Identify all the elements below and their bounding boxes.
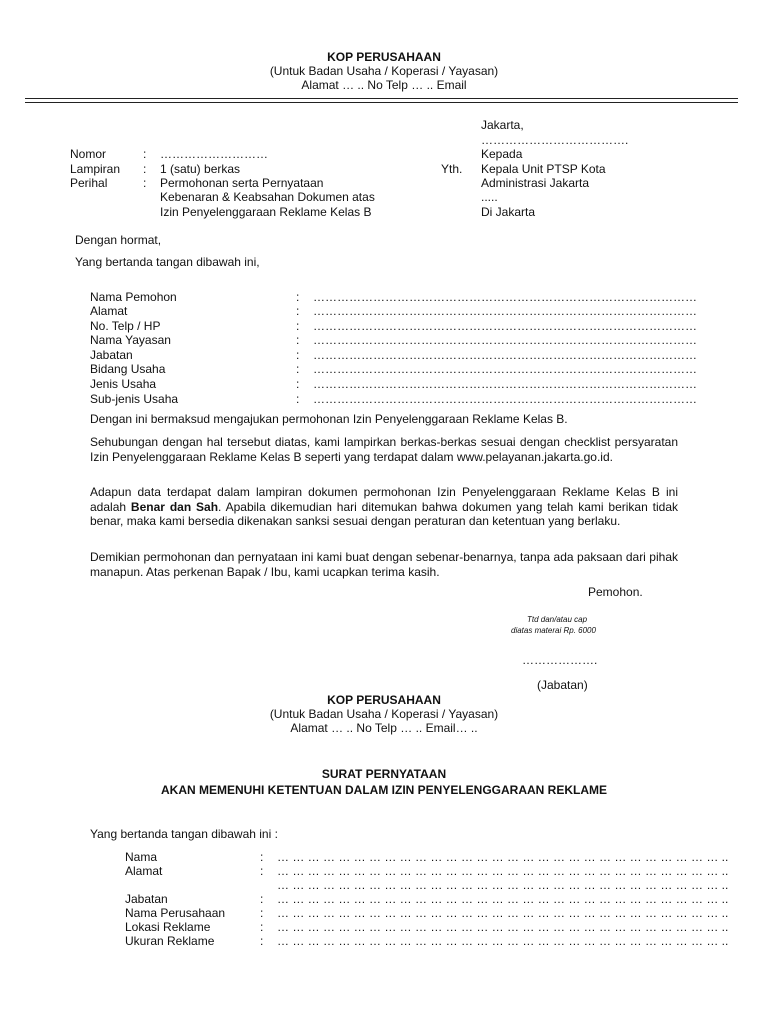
paragraph-attachments: Sehubungan dengan hal tersebut diatas, kami lampirkan berkas-berkas sesuai dengan checklist persyaratan Izin Penyelenggaraan Reklame Kelas B seperti yang terdapat dalam www.pelayanan.jakarta.go.id. — [90, 435, 678, 464]
place-city: Jakarta, — [481, 118, 524, 132]
reference-label: Perihal — [70, 176, 108, 190]
field-value: …………………………………………………………………………………… — [313, 377, 697, 391]
field-label: No. Telp / HP — [90, 319, 161, 333]
field-value: … … … … … … … … … … … … … … … … … … … … … … … … … … … … … .. — [277, 850, 729, 864]
field-label: Nama Perusahaan — [125, 906, 226, 920]
field-colon: : — [260, 906, 264, 920]
reference-colon: : — [143, 162, 147, 176]
field-value: …………………………………………………………………………………… — [313, 333, 697, 347]
field-label: Nama Yayasan — [90, 333, 171, 347]
paragraph-validity — [90, 485, 678, 529]
paragraph-validity-start: Adapun data terdapat dalam lampiran dokumen permohonan Izin Penyelenggaraan Reklame Kelas B ini adalah — [90, 485, 678, 514]
field-colon: : — [260, 892, 264, 906]
addressee-kepada: Kepada — [481, 147, 523, 161]
letterhead-title: KOP PERUSAHAAN — [327, 50, 441, 64]
intro-text: Yang bertanda tangan dibawah ini, — [75, 255, 260, 269]
signature-name: ………………. — [522, 653, 598, 667]
reference-colon: : — [143, 147, 147, 161]
field-label: Bidang Usaha — [90, 362, 166, 376]
field-colon: : — [296, 377, 300, 391]
statement-title: SURAT PERNYATAAN — [321, 767, 447, 781]
field-colon: : — [296, 319, 300, 333]
reference-colon: : — [143, 176, 147, 190]
field-label: Jenis Usaha — [90, 377, 157, 391]
field-value: …………………………………………………………………………………… — [313, 304, 697, 318]
field-label: Alamat — [125, 864, 163, 878]
reference-value: Permohonan serta Pernyataan — [160, 176, 324, 190]
reference-value: 1 (satu) berkas — [160, 162, 241, 176]
field-colon: : — [296, 333, 300, 347]
field-value: …………………………………………………………………………………… — [313, 392, 697, 406]
field-label: Jabatan — [125, 892, 168, 906]
signature-stamp-note: Ttd dan/atau cap — [527, 615, 588, 624]
paragraph-closing: Demikian permohonan dan pernyataan ini kami buat dengan sebenar-benarnya, tanpa ada paksaan dari pihak manapun. Atas perkenan Bapak / Ibu, kami ucapkan terima kasih. — [90, 550, 678, 579]
field-value: …………………………………………………………………………………… — [313, 290, 697, 304]
perihal-continuation: Kebenaran & Keabsahan Dokumen atas — [160, 190, 375, 204]
field-colon: : — [296, 392, 300, 406]
place-date: ………………………………. — [481, 133, 629, 147]
statement-intro: Yang bertanda tangan dibawah ini : — [90, 827, 278, 841]
field-colon: : — [296, 348, 300, 362]
field-label: Nama — [125, 850, 158, 864]
paragraph-validity-end: . Apabila dikemudian hari ditemukan bahwa dokumen yang telah kami berikan tidak benar, maka kami bersedia dikenakan sanksi sesuai dengan peraturan dan ketentuan yang berlaku. — [90, 499, 678, 528]
field-value: …………………………………………………………………………………… — [313, 319, 697, 333]
letterhead-address: Alamat … .. No Telp … .. Email — [301, 78, 467, 92]
addressee-line: Kepala Unit PTSP Kota — [481, 162, 606, 176]
field-value: …………………………………………………………………………………… — [313, 348, 697, 362]
addressee-line: Administrasi Jakarta — [481, 176, 590, 190]
letterhead-subtitle: (Untuk Badan Usaha / Koperasi / Yayasan) — [269, 707, 499, 721]
field-label: Alamat — [90, 304, 128, 318]
field-value: … … … … … … … … … … … … … … … … … … … … … … … … … … … … … .. — [277, 892, 729, 906]
reference-value: ……………………… — [160, 147, 268, 161]
field-colon: : — [260, 864, 264, 878]
letterhead-subtitle: (Untuk Badan Usaha / Koperasi / Yayasan) — [269, 64, 499, 78]
reference-label: Nomor — [70, 147, 107, 161]
addressee-line: ..... — [481, 190, 498, 204]
addressee-yth: Yth. — [441, 162, 463, 176]
perihal-continuation: Izin Penyelenggaraan Reklame Kelas B — [160, 205, 372, 219]
field-colon: : — [260, 934, 264, 948]
field-label: Sub-jenis Usaha — [90, 392, 179, 406]
paragraph-request: Dengan ini bermaksud mengajukan permohonan Izin Penyelenggaraan Reklame Kelas B. — [90, 412, 568, 426]
greeting: Dengan hormat, — [75, 233, 162, 247]
signature-stamp-note: diatas materai Rp. 6000 — [511, 626, 596, 635]
addressee-line: Di Jakarta — [481, 205, 536, 219]
letterhead-address: Alamat … .. No Telp … .. Email… .. — [290, 721, 478, 735]
field-colon: : — [260, 850, 264, 864]
field-value: … … … … … … … … … … … … … … … … … … … … … … … … … … … … … .. — [277, 934, 729, 948]
field-value: … … … … … … … … … … … … … … … … … … … … … … … … … … … … … .. — [277, 920, 729, 934]
field-colon: : — [296, 304, 300, 318]
field-value: …………………………………………………………………………………… — [313, 362, 697, 376]
reference-label: Lampiran — [70, 162, 121, 176]
field-value: … … … … … … … … … … … … … … … … … … … … … … … … … … … … … .. — [277, 864, 729, 878]
field-label: Jabatan — [90, 348, 133, 362]
field-label: Ukuran Reklame — [125, 934, 215, 948]
letterhead-rule-top — [25, 98, 738, 99]
field-colon: : — [260, 920, 264, 934]
signature-pemohon: Pemohon. — [588, 585, 643, 599]
signature-jabatan: (Jabatan) — [537, 678, 588, 692]
paragraph-validity-emphasis: Benar dan Sah — [130, 499, 219, 514]
field-colon: : — [296, 290, 300, 304]
field-label: Lokasi Reklame — [125, 920, 211, 934]
field-colon: : — [296, 362, 300, 376]
letterhead-title: KOP PERUSAHAAN — [327, 693, 441, 707]
statement-subtitle: AKAN MEMENUHI KETENTUAN DALAM IZIN PENYELENGGARAAN REKLAME — [161, 783, 607, 797]
field-value: … … … … … … … … … … … … … … … … … … … … … … … … … … … … … .. — [277, 906, 729, 920]
field-value: … … … … … … … … … … … … … … … … … … … … … … … … … … … … … .. — [277, 878, 729, 892]
letterhead-rule-bottom — [25, 102, 738, 103]
field-label: Nama Pemohon — [90, 290, 177, 304]
